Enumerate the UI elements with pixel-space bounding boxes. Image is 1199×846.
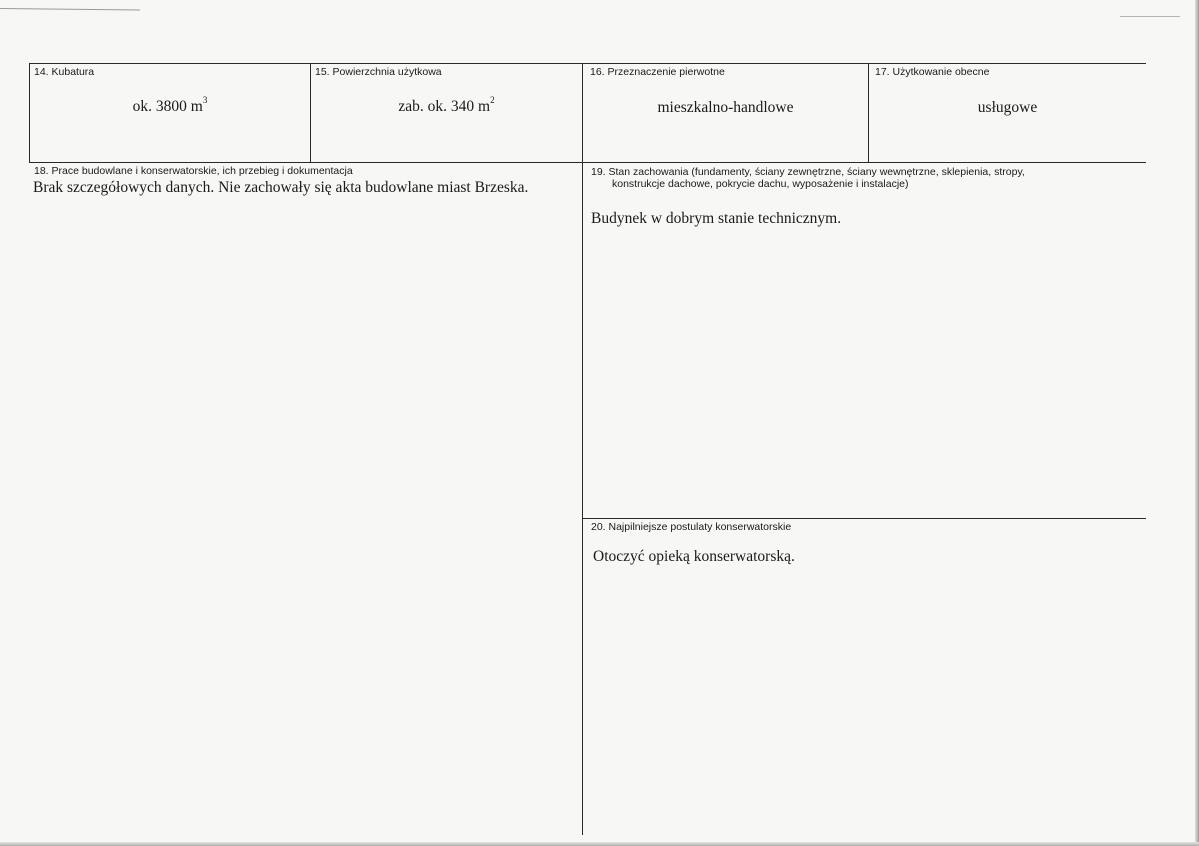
field-17-value: usługowe	[977, 99, 1038, 116]
field-14-value	[30, 94, 310, 116]
field-19-label-line2: konstrukcje dachowe, pokrycie dachu, wyposażenie i instalacje)	[612, 178, 909, 190]
right-cell-divider	[583, 518, 1146, 519]
field-18-label: 18. Prace budowlane i konserwatorskie, ich przebieg i dokumentacja	[34, 165, 353, 177]
scan-edge-bottom	[0, 842, 1199, 846]
field-16-label: 16. Przeznaczenie pierwotne	[590, 66, 725, 78]
field-15-value	[311, 94, 582, 116]
scan-artifact-line	[0, 8, 140, 10]
row-divider	[29, 162, 1146, 163]
scan-artifact-line	[1120, 16, 1180, 17]
field-19-label-line1: 19. Stan zachowania (fundamenty, ściany zewnętrzne, ściany wewnętrzne, sklepienia, stropy,	[591, 166, 1025, 178]
field-20-label: 20. Najpilniejsze postulaty konserwatorskie	[591, 521, 792, 533]
field-15-label: 15. Powierzchnia użytkowa	[315, 66, 442, 78]
field-19-value: Budynek w dobrym stanie technicznym.	[591, 210, 842, 227]
field-14-value-exponent: 3	[202, 94, 208, 105]
field-15-value-text: zab. ok. 340 m	[398, 98, 491, 115]
table-top-border	[29, 63, 1146, 64]
field-14-label: 14. Kubatura	[34, 66, 95, 78]
scan-edge-right	[1195, 0, 1199, 846]
field-17-label: 17. Użytkowanie obecne	[875, 66, 990, 78]
field-18-value: Brak szczegółowych danych. Nie zachowały się akta budowlane miast Brzeska.	[33, 179, 529, 196]
column-divider-center	[582, 63, 583, 835]
field-20-value: Otoczyć opieką konserwatorską.	[593, 548, 795, 565]
field-14-value-text: ok. 3800 m	[132, 98, 203, 115]
field-16-value: mieszkalno-handlowe	[657, 99, 794, 116]
field-15-value-exponent: 2	[490, 94, 495, 105]
